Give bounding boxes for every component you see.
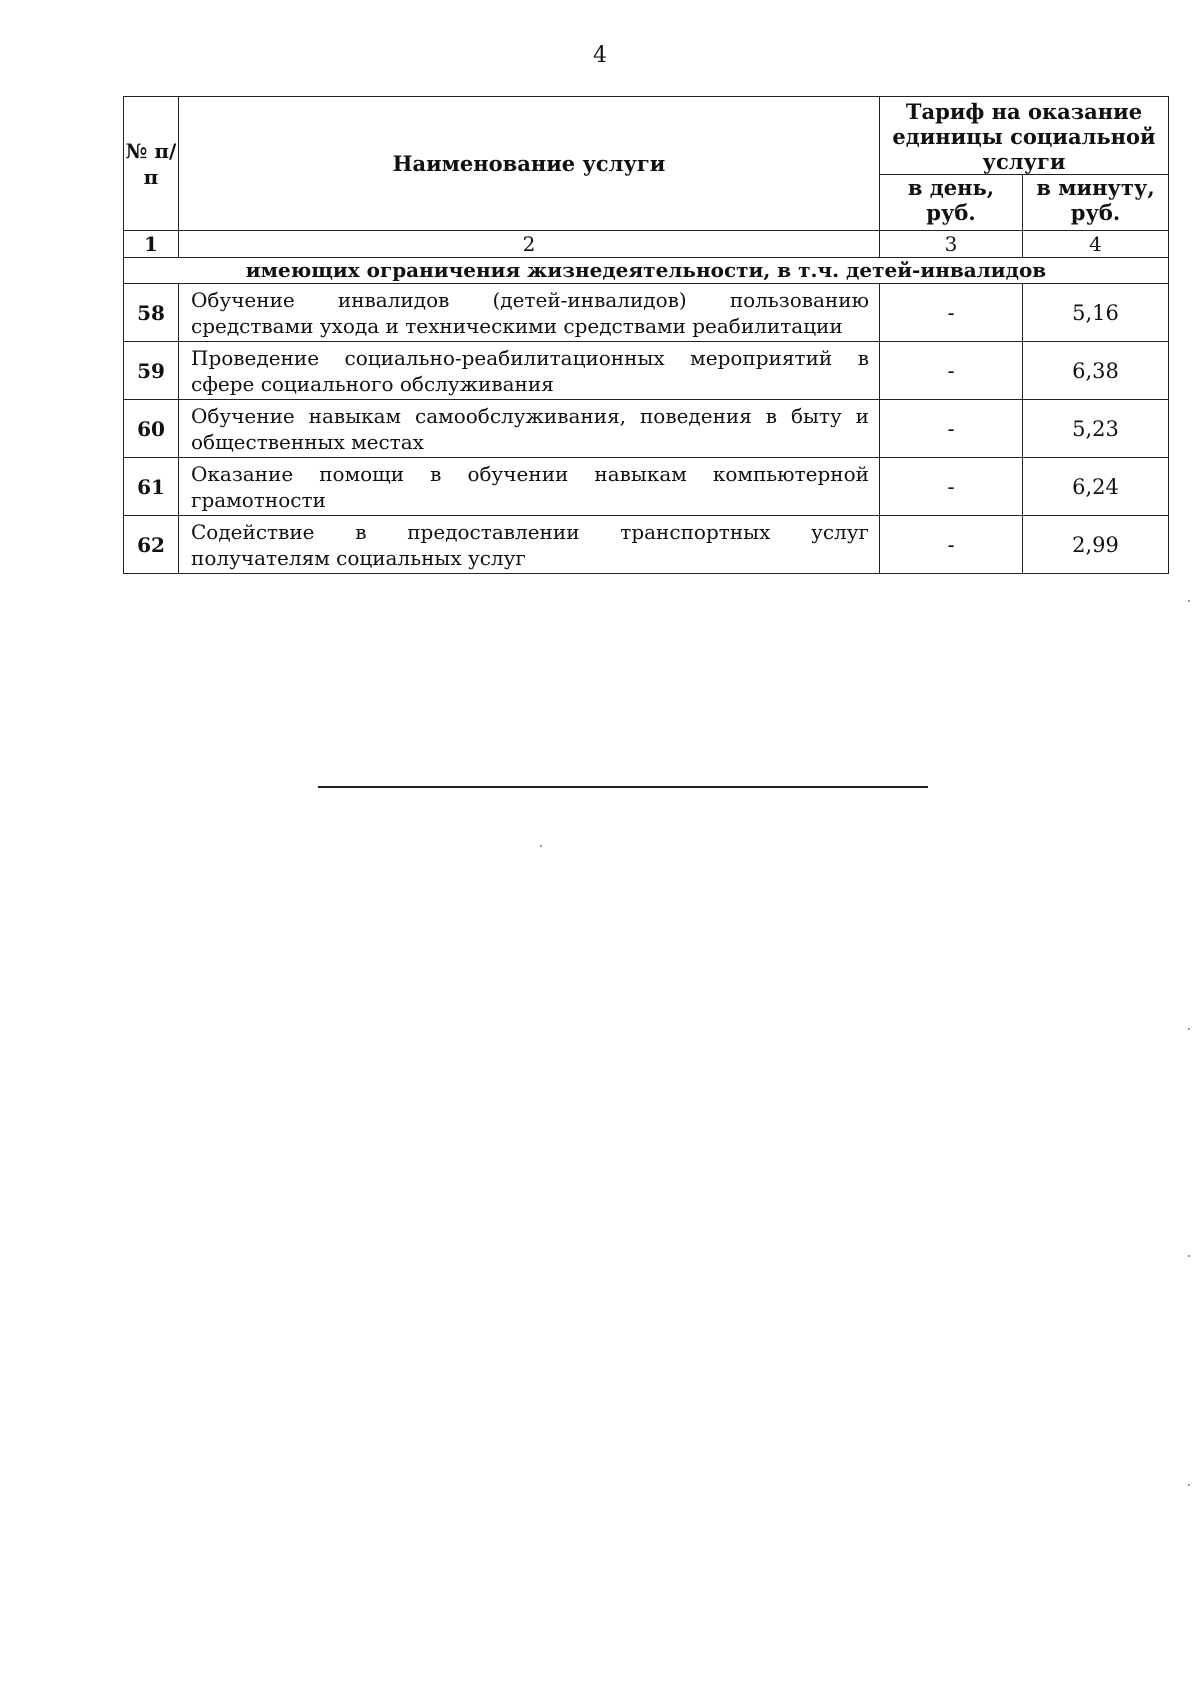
table-row (124, 458, 1169, 516)
header-num: № п/п (124, 97, 179, 231)
tariff-table (123, 96, 1169, 574)
tariff-per-minute: 5,23 (1023, 400, 1169, 458)
table-header-row (124, 97, 1169, 175)
column-index-cell: 2 (179, 231, 880, 258)
table-row (124, 400, 1169, 458)
page-number: 4 (593, 43, 607, 68)
service-name: Оказание помощи в обучении навыкам компьютерной грамотности (179, 458, 880, 516)
table-row (124, 284, 1169, 342)
table-row (124, 342, 1169, 400)
tariff-per-day: - (880, 400, 1023, 458)
column-index-cell: 4 (1023, 231, 1169, 258)
service-name: Обучение навыкам самообслуживания, поведения в быту и общественных местах (179, 400, 880, 458)
scan-speck (1188, 1255, 1190, 1257)
tariff-per-day: - (880, 342, 1023, 400)
tariff-per-minute: 2,99 (1023, 516, 1169, 574)
service-name: Обучение инвалидов (детей-инвалидов) пользованию средствами ухода и техническими средствами реабилитации (179, 284, 880, 342)
column-index-cell: 3 (880, 231, 1023, 258)
header-per-minute: в минуту, руб. (1023, 175, 1169, 231)
row-number: 58 (124, 284, 179, 342)
scan-speck (1188, 1028, 1190, 1030)
section-title: имеющих ограничения жизнедеятельности, в т.ч. детей-инвалидов (124, 258, 1169, 284)
scan-speck (1188, 1484, 1190, 1486)
tariff-per-day: - (880, 284, 1023, 342)
row-number: 59 (124, 342, 179, 400)
service-name: Содействие в предоставлении транспортных услуг получателям социальных услуг (179, 516, 880, 574)
scan-speck (540, 845, 542, 847)
header-per-day: в день, руб. (880, 175, 1023, 231)
table-row (124, 516, 1169, 574)
header-tariff: Тариф на оказание единицы социальной услуги (880, 97, 1169, 175)
header-service-name: Наименование услуги (179, 97, 880, 231)
column-index-row (124, 231, 1169, 258)
row-number: 60 (124, 400, 179, 458)
tariff-per-minute: 5,16 (1023, 284, 1169, 342)
tariff-per-minute: 6,38 (1023, 342, 1169, 400)
service-name: Проведение социально-реабилитационных мероприятий в сфере социального обслуживания (179, 342, 880, 400)
section-row (124, 258, 1169, 284)
row-number: 62 (124, 516, 179, 574)
closing-rule (318, 786, 928, 788)
scan-speck (1188, 600, 1190, 602)
row-number: 61 (124, 458, 179, 516)
column-index-cell: 1 (124, 231, 179, 258)
tariff-per-minute: 6,24 (1023, 458, 1169, 516)
tariff-per-day: - (880, 516, 1023, 574)
tariff-per-day: - (880, 458, 1023, 516)
